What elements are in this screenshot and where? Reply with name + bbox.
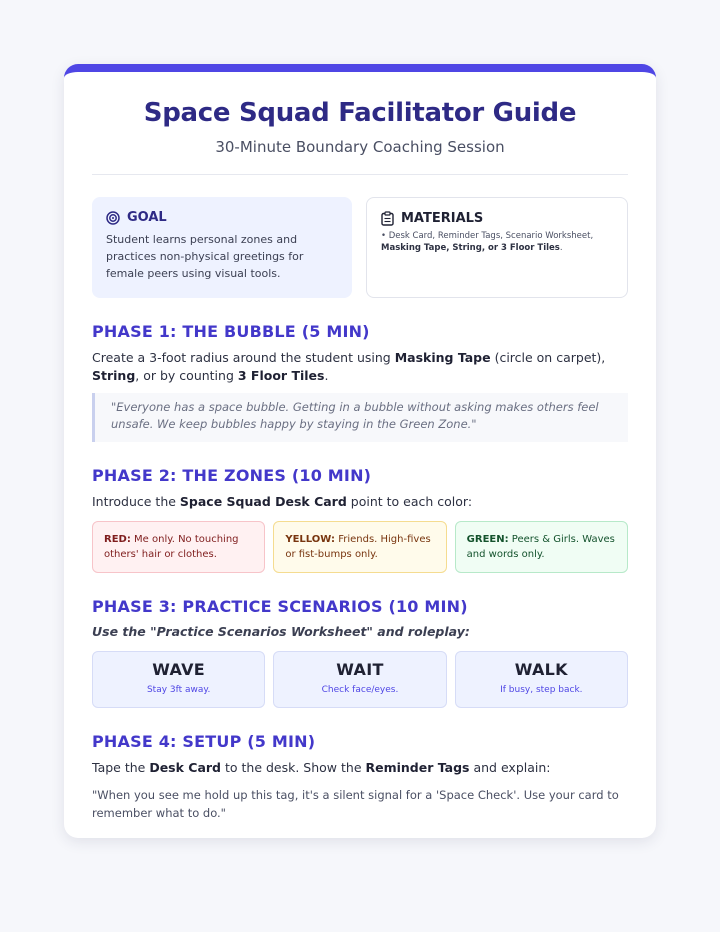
phase4-bold-1: Desk Card [149,760,221,775]
zone-red [92,521,265,573]
materials-list-end: . [559,243,563,253]
phase1-heading: PHASE 1: THE BUBBLE (5 MIN) [92,322,370,341]
goal-heading: GOAL [127,210,167,225]
materials-heading: MATERIALS [401,211,484,226]
zone-green-text: Peers & Girls. Waves and words only. [466,534,615,560]
materials-list-plain: • Desk Card, Reminder Tags, Scenario Worksheet, [381,231,594,241]
materials-header [381,211,613,226]
clipboard-icon [381,211,394,226]
action-wave-word: WAVE [152,660,206,679]
phase3-instruction: Use the "Practice Scenarios Worksheet" and roleplay: [92,624,470,639]
action-wait [273,651,446,708]
action-walk-sub: If busy, step back. [500,685,583,695]
phase1-bold-2: String [92,368,136,383]
phase4-instructions [92,759,628,777]
phase4-text-1: Tape the [92,760,150,775]
page-title: Space Squad Facilitator Guide [143,98,577,128]
phase1-quote: "Everyone has a space bubble. Getting in a bubble without asking makes others feel unsafe. We keep bubbles happy by staying in the Green Zone." [92,393,628,442]
action-wait-sub: Check face/eyes. [321,685,399,695]
phase1-text-2: (circle on carpet), [490,350,606,365]
phase4-text-2: to the desk. Show the [221,760,366,775]
phase2-text-2: point to each color: [346,494,473,509]
action-wait-word: WAIT [336,660,384,679]
goal-box [92,197,352,298]
phase4-text-3: and explain: [469,760,551,775]
action-walk-word: WALK [514,660,568,679]
action-walk [455,651,628,708]
zone-green-label: GREEN: [466,534,509,545]
phase2-heading: PHASE 2: THE ZONES (10 MIN) [92,466,372,485]
guide-card [64,64,656,838]
zone-red-label: RED: [104,534,131,545]
goal-text: Student learns personal zones and practices non-physical greetings for female peers using visual tools. [106,233,304,280]
goal-header [106,210,338,225]
target-icon [106,211,120,225]
phase4-heading: PHASE 4: SETUP (5 MIN) [92,732,316,751]
phase1-bold-3: 3 Floor Tiles [237,368,325,383]
phase1-text-4: . [324,368,329,383]
zone-yellow [273,521,446,573]
phase2-bold-1: Space Squad Desk Card [179,494,347,509]
phase1-instructions [92,349,628,385]
zone-cards [92,521,628,573]
action-cards [92,651,628,708]
zone-yellow-label: YELLOW: [285,534,336,545]
phase2-instructions [92,493,628,511]
phase4-closing-quote: "When you see me hold up this tag, it's a silent signal for a 'Space Check'. Use your card to remember what to do." [92,788,619,820]
phase1-text-3: , or by counting [135,368,238,383]
zone-red-text: Me only. No touching others' hair or clothes. [104,534,239,560]
phase3-heading: PHASE 3: PRACTICE SCENARIOS (10 MIN) [92,597,468,616]
phase2-text-1: Introduce the [92,494,180,509]
zone-green [455,521,628,573]
materials-list [381,230,613,254]
phase1-bold-1: Masking Tape [394,350,491,365]
action-wave-sub: Stay 3ft away. [146,685,211,695]
page-subtitle: 30-Minute Boundary Coaching Session [215,138,505,156]
overview-row [92,197,628,298]
action-wave [92,651,265,708]
header-divider [92,174,628,175]
materials-list-bold: Masking Tape, String, or 3 Floor Tiles [381,243,560,253]
phase1-text-1: Create a 3-foot radius around the student using [92,350,395,365]
phase4-bold-2: Reminder Tags [365,760,470,775]
zone-yellow-text: Friends. High-fives or fist-bumps only. [285,534,431,560]
materials-box [366,197,628,298]
